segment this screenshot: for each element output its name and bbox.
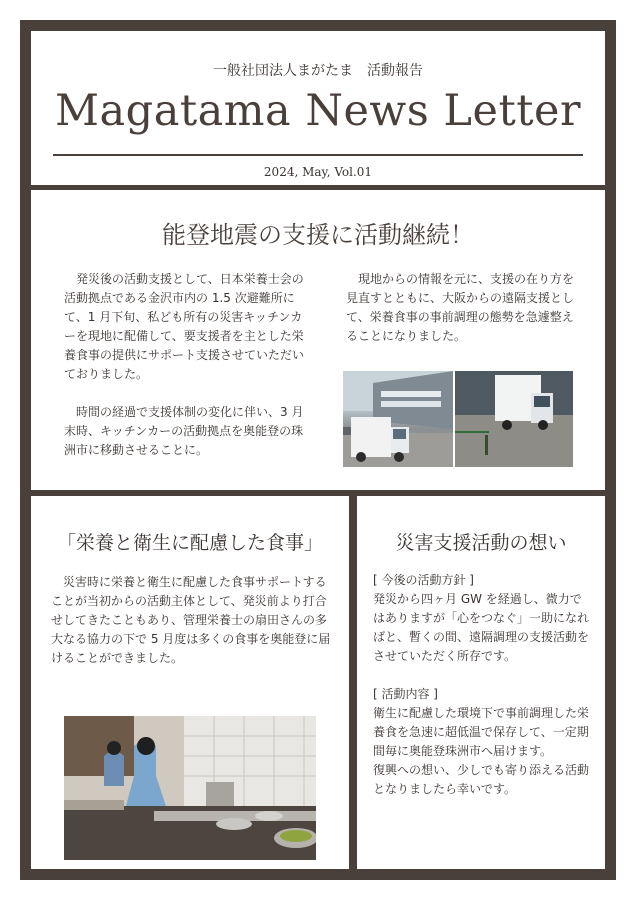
masthead: [31, 31, 605, 185]
title-divider: [53, 154, 583, 156]
content-label: [ 活動内容 ]: [373, 687, 438, 701]
main-right-column: 現地からの情報を元に、支援の在り方を見直すとともに、大阪からの遠隔支援として、栄養食事の事前調理の態勢を急遽整えることになりました。: [346, 272, 575, 343]
nutrition-article: [31, 496, 349, 869]
support-thoughts-headline: 災害支援活動の想い: [395, 532, 567, 554]
main-headline: 能登地震の支援に活動継続！: [162, 221, 474, 249]
cooking-photo: [64, 716, 316, 860]
content-text: 衛生に配慮した環境下で事前調理した栄養食を急速に超低温で保存して、一定期間毎に奥能登珠洲市へ届けます。: [373, 706, 590, 758]
kitchen-truck-photo-site: [455, 371, 573, 467]
policy-text: 発災から四ヶ月 GW を経過し、微力ではありますが「心をつなぐ」一助になればと、暫くの間、遠隔調理の支援活動をさせていただく所存です。: [373, 592, 590, 663]
policy-label: [ 今後の活動方針 ]: [373, 573, 474, 587]
support-thoughts-article: [357, 496, 605, 869]
main-paragraph-2: 時間の経過で支援体制の変化に伴い、3 月末時、キッチンカーの活動拠点を奥能登の珠洲市に移動させることに。: [64, 405, 304, 457]
kitchen-truck-photo-station: [343, 371, 453, 467]
organization-line: 一般社団法人まがたま 活動報告: [213, 63, 423, 79]
nutrition-paragraph: 災害時に栄養と衛生に配慮した食事サポートすることが当初からの活動主体として、発災前より打合せしてきたこともあり、管理栄養士の扇田さんの多大なる協力の下で 5 月度は多くの食事を奥能登に届けることができました。: [51, 575, 331, 665]
closing-text: 復興への想い、少しでも寄り添える活動となりましたら幸いです。: [373, 763, 590, 796]
newsletter-title: Magatama News Letter: [55, 86, 581, 136]
main-left-column: [64, 270, 314, 460]
main-paragraph-1: 発災後の活動支援として、日本栄養士会の活動拠点である金沢市内の 1.5 次避難所にて、1 月下旬、私ども所有の災害キッチンカーを現地に配備して、要支援者を主とした栄養食事の提供にサポート支援させていただいておりました。: [64, 272, 305, 381]
main-article: [31, 190, 605, 490]
issue-line: 2024, May, Vol.01: [263, 165, 373, 179]
support-thoughts-body: [373, 571, 593, 799]
newsletter-frame: [20, 20, 616, 880]
nutrition-headline: 「栄養と衛生に配慮した食事」: [56, 532, 323, 554]
